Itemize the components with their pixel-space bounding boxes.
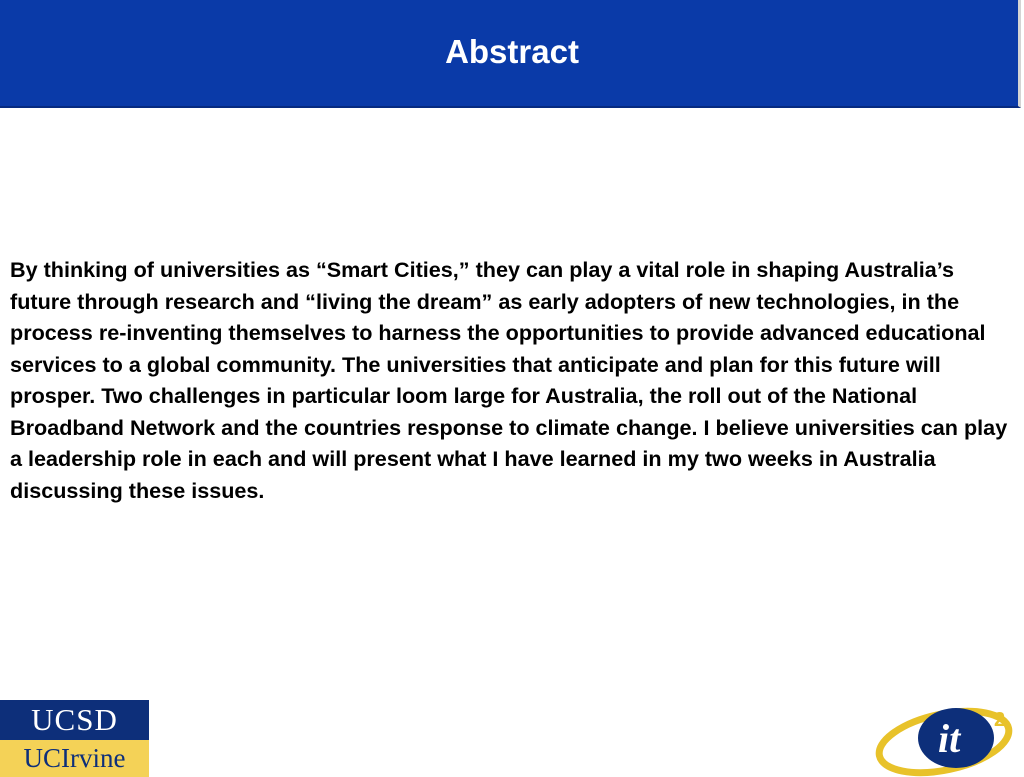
it2-logo-superscript: 2 (994, 709, 1006, 731)
slide-title: Abstract (445, 33, 579, 70)
abstract-paragraph: By thinking of universities as “Smart Cities,” they can play a vital role in shaping Australia’s future through research and “living the dream” as early adopters of new technologies, in the process re-inventing themselves to harness the opportunities to provide advanced educational services to a global community. The universities that anticipate and plan for this future will prosper. Two challenges in particular loom large for Australia, the roll out of the National Broadband Network and the countries response to climate change. I believe universities can play a leadership role in each and will present what I have learned in my two weeks in Australia discussing these issues. (10, 257, 1008, 503)
it2-logo-text: it (938, 716, 961, 761)
ucsd-logo: UCSD (0, 700, 149, 740)
it2-logo (872, 700, 1022, 777)
ucirvine-logo: UCIrvine (0, 740, 149, 777)
